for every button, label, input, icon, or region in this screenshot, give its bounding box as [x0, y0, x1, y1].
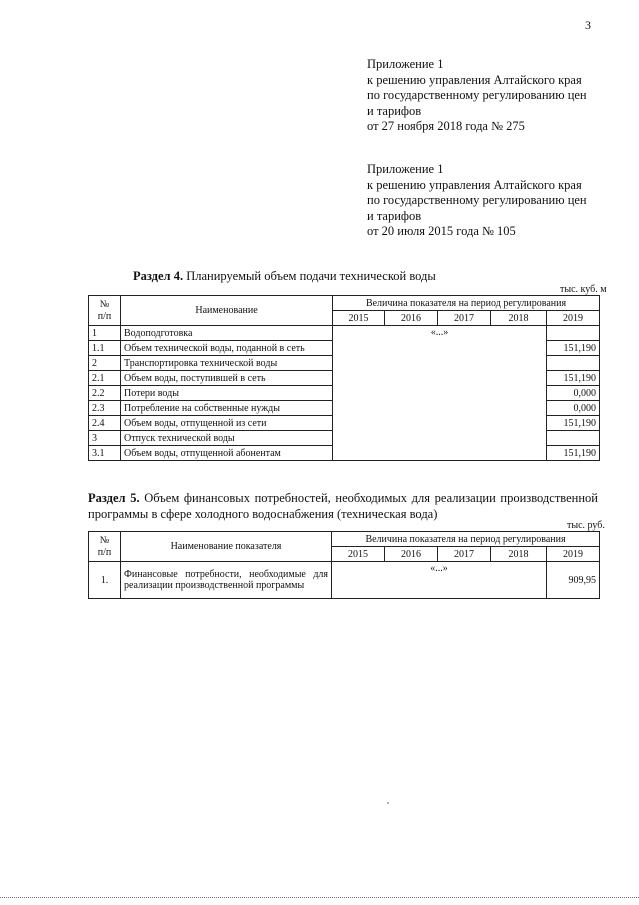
header-name: Наименование показателя	[121, 532, 332, 562]
table-row	[89, 562, 600, 599]
header-year: 2019	[547, 311, 600, 326]
row-num: 2.4	[89, 416, 121, 431]
appendix-line: по государственному регулированию цен	[367, 88, 587, 102]
row-name: Объем воды, поступившей в сеть	[121, 371, 333, 386]
appendix-line: к решению управления Алтайского края	[367, 177, 582, 192]
row-name: Потери воды	[121, 386, 333, 401]
row-value-2019: 151,190	[547, 446, 600, 461]
row-num: 2	[89, 356, 121, 371]
section4-title	[133, 268, 436, 284]
row-value-2019: 909,95	[547, 562, 600, 599]
header-num: № п/п	[89, 296, 121, 326]
section5-unit: тыс. руб.	[567, 520, 605, 531]
header-year: 2019	[547, 547, 600, 562]
header-year: 2015	[332, 547, 385, 562]
row-value-2019	[547, 431, 600, 446]
row-name: Отпуск технической воды	[121, 431, 333, 446]
header-year: 2017	[438, 547, 491, 562]
row-num: 1.	[89, 562, 121, 599]
omitted-values: «...»	[332, 562, 547, 599]
section4-title-text: Планируемый объем подачи технической воды	[183, 269, 436, 283]
section4-table	[88, 295, 600, 461]
appendix-line: и тарифов	[367, 103, 422, 118]
appendix-line: по государственному регулированию цен	[367, 193, 587, 207]
row-num: 2.2	[89, 386, 121, 401]
scan-bottom-edge	[0, 897, 639, 898]
header-year: 2017	[438, 311, 491, 326]
header-year: 2016	[385, 547, 438, 562]
row-name: Потребление на собственные нужды	[121, 401, 333, 416]
row-num: 2.3	[89, 401, 121, 416]
row-value-2019: 151,190	[547, 341, 600, 356]
row-name: Объем технической воды, поданной в сеть	[121, 341, 333, 356]
header-name: Наименование	[121, 296, 333, 326]
scan-speck	[387, 802, 389, 804]
section5-label: Раздел 5.	[88, 491, 140, 505]
omitted-values: «...»	[333, 326, 547, 461]
appendix-header-2018	[367, 57, 587, 135]
appendix-line: Приложение 1	[367, 162, 444, 176]
row-value-2019	[547, 356, 600, 371]
section5-title	[88, 490, 598, 522]
row-num: 3.1	[89, 446, 121, 461]
table-row	[89, 326, 600, 341]
section5-title-text: Объем финансовых потребностей, необходимых для реализации производственной программы в сфере холодного водоснабжения (техническая вода)	[88, 491, 598, 521]
row-name: Транспортировка технической воды	[121, 356, 333, 371]
row-num: 1	[89, 326, 121, 341]
row-name: Объем воды, отпущенной абонентам	[121, 446, 333, 461]
page-number: 3	[585, 18, 591, 32]
header-year: 2018	[491, 547, 547, 562]
row-num: 3	[89, 431, 121, 446]
row-name: Объем воды, отпущенной из сети	[121, 416, 333, 431]
row-value-2019: 0,000	[547, 386, 600, 401]
header-period: Величина показателя на период регулирования	[333, 296, 600, 311]
appendix-line: к решению управления Алтайского края	[367, 72, 582, 87]
header-year: 2018	[491, 311, 547, 326]
header-year: 2015	[333, 311, 385, 326]
header-num: № п/п	[89, 532, 121, 562]
section4-unit: тыс. куб. м	[560, 284, 607, 295]
section5-table	[88, 531, 600, 599]
row-num: 1.1	[89, 341, 121, 356]
row-value-2019: 151,190	[547, 416, 600, 431]
section4-label: Раздел 4.	[133, 269, 184, 283]
appendix-line: от 27 ноября 2018 года № 275	[367, 119, 525, 133]
appendix-header-2015	[367, 162, 587, 240]
row-value-2019: 151,190	[547, 371, 600, 386]
header-period: Величина показателя на период регулирования	[332, 532, 600, 547]
row-value-2019: 0,000	[547, 401, 600, 416]
appendix-line: Приложение 1	[367, 57, 444, 71]
row-num: 2.1	[89, 371, 121, 386]
row-name: Водоподготовка	[121, 326, 333, 341]
row-value-2019	[547, 326, 600, 341]
appendix-line: и тарифов	[367, 208, 422, 223]
appendix-line: от 20 июля 2015 года № 105	[367, 224, 516, 238]
row-name: Финансовые потребности, необходимые для реализации производственной программы	[121, 562, 332, 599]
header-year: 2016	[385, 311, 438, 326]
